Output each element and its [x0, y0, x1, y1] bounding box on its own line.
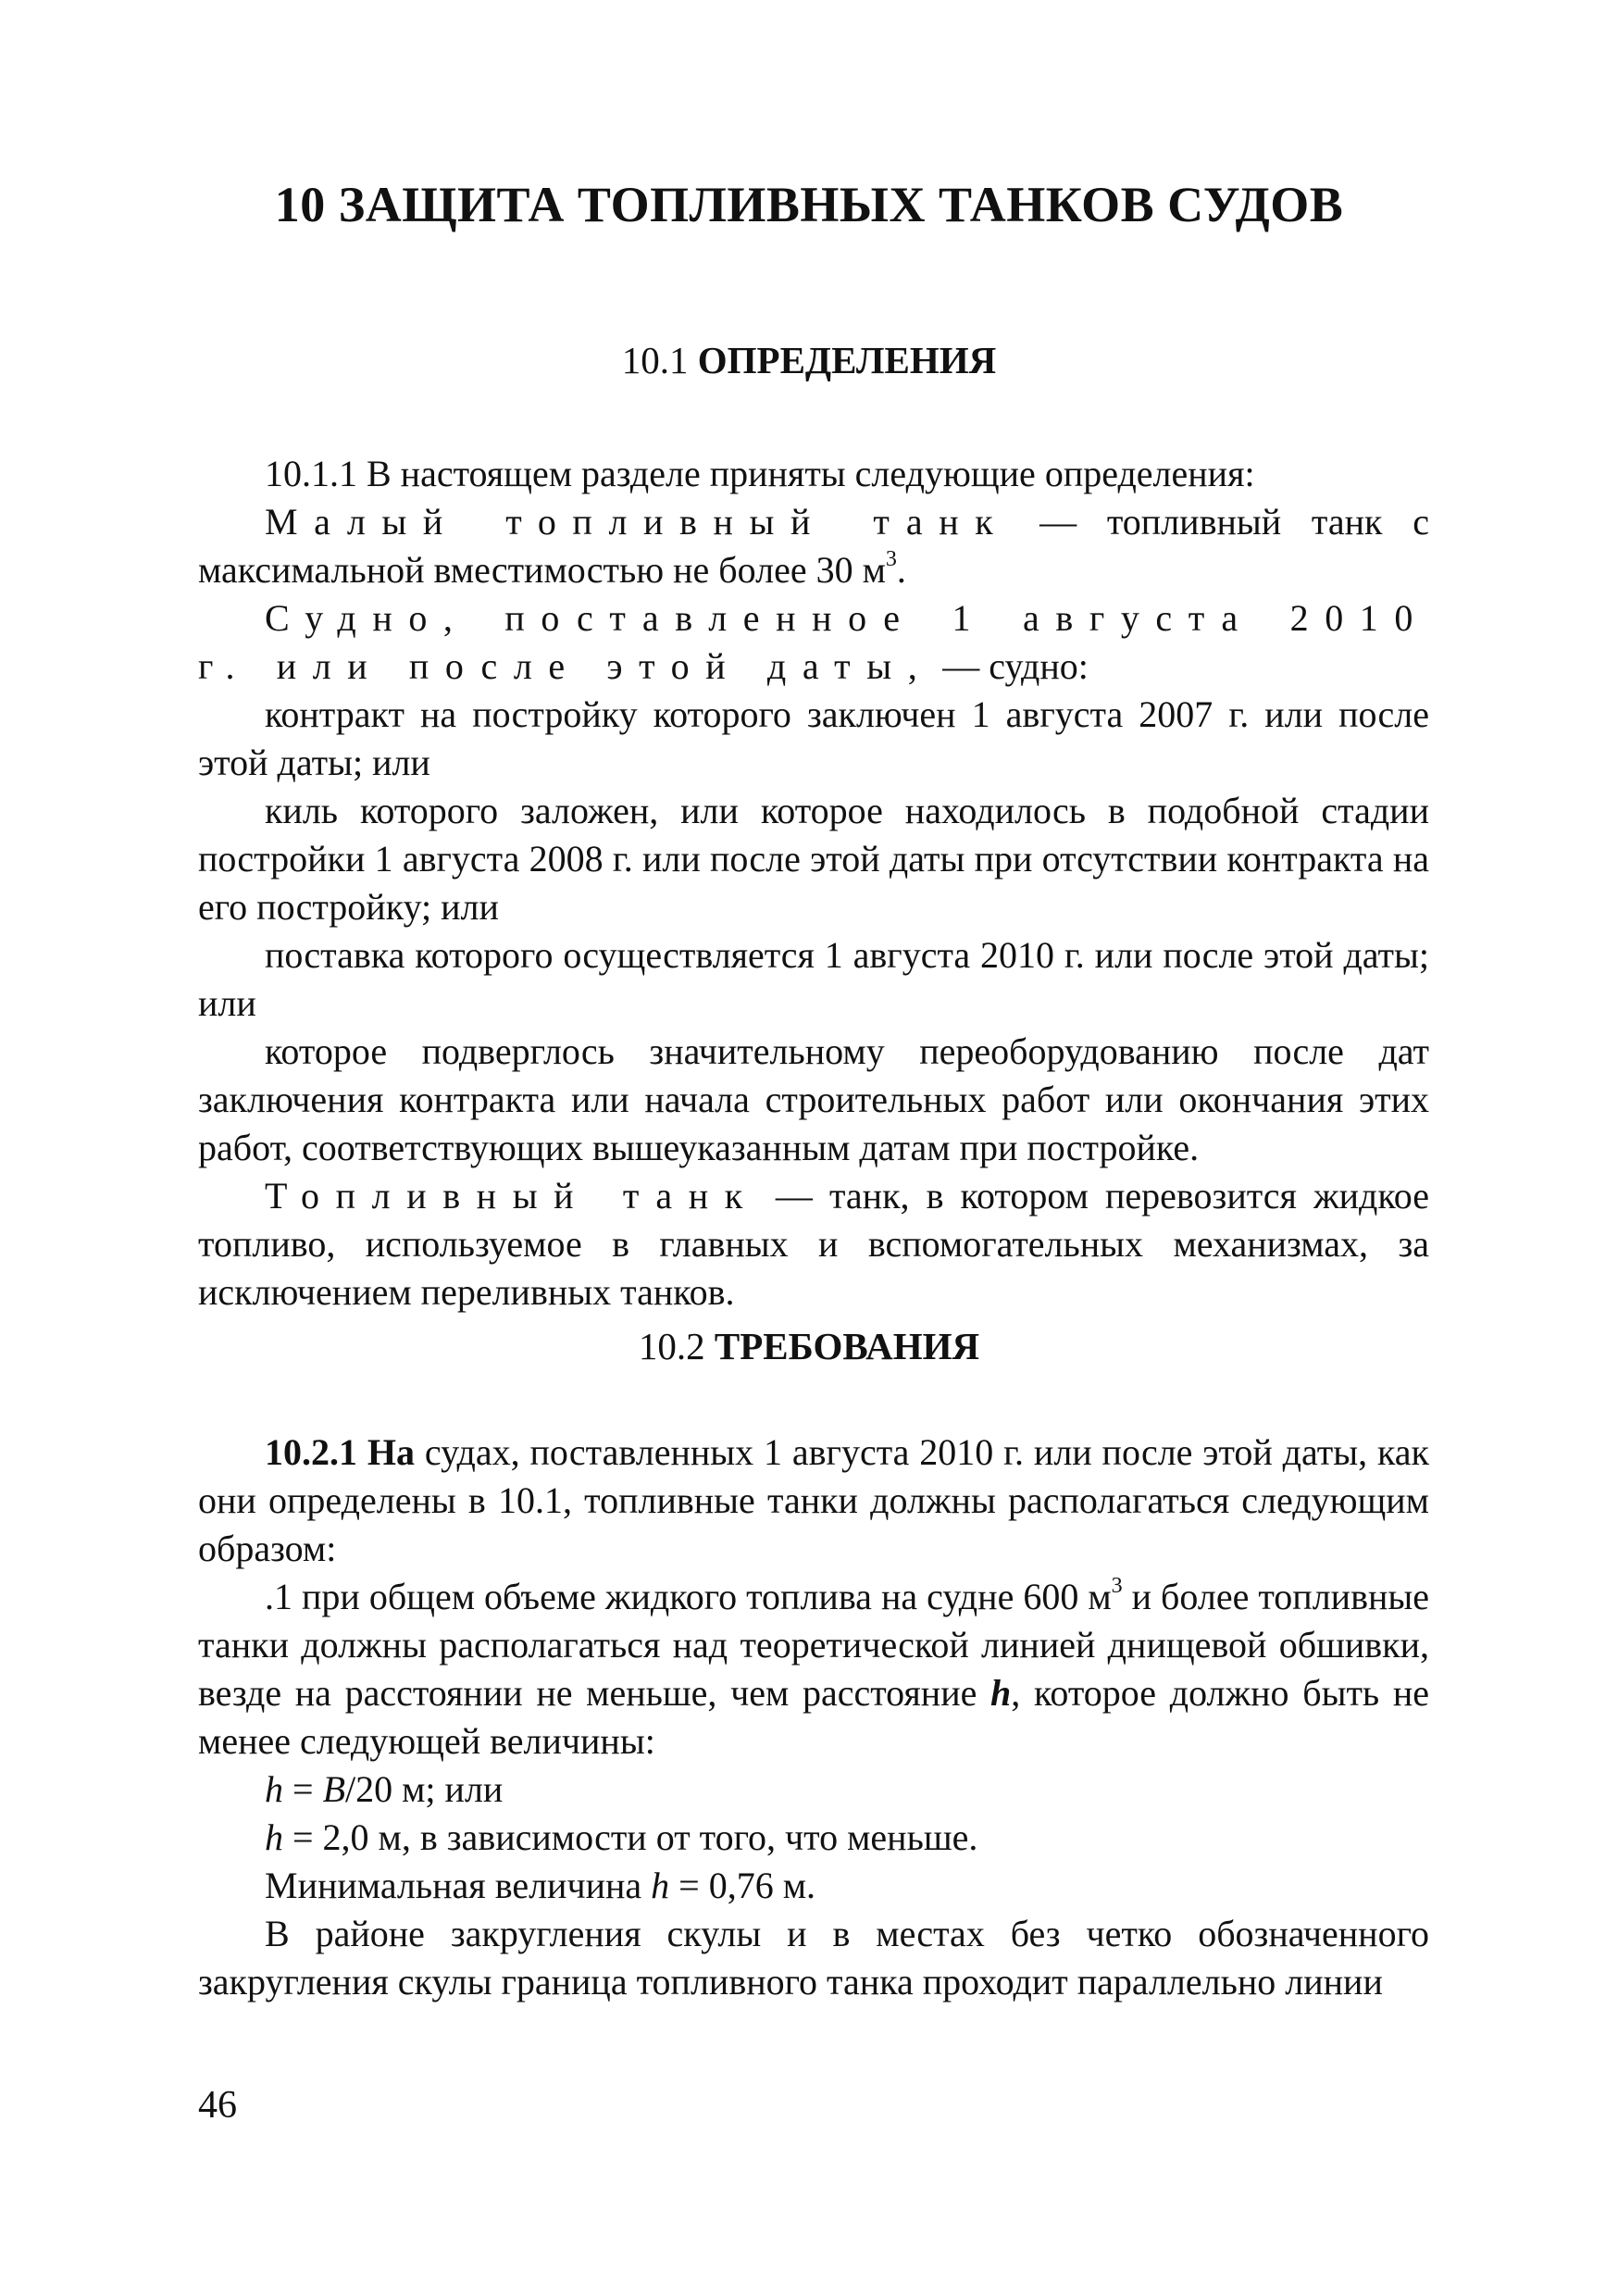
- formula-prefix: Минимальная величина: [265, 1865, 652, 1906]
- page-number: 46: [198, 2084, 237, 2127]
- variable-h: h: [265, 1816, 283, 1858]
- variable-h: h: [990, 1672, 1012, 1714]
- formula-tail: /20 м; или: [345, 1768, 504, 1810]
- item-text-2: и более топливные танки должны располагаться над теоретической линией днищевой обшивки, везде на расстоянии не меньше, чем расстояние: [198, 1576, 1429, 1714]
- section-title: ОПРЕДЕЛЕНИЯ: [697, 339, 997, 381]
- defined-term: Малый топливный танк: [265, 501, 1010, 543]
- chapter-title: 10 ЗАЩИТА ТОПЛИВНЫХ ТАНКОВ СУДОВ: [274, 177, 1344, 232]
- defined-term: Топливный танк: [265, 1175, 759, 1217]
- requirement-item-1: [198, 1573, 1429, 1766]
- definition-ship-delivered: [198, 594, 1429, 691]
- list-item-delivery: поставка которого осуществляется 1 августа 2010 г. или после этой даты; или: [198, 934, 1429, 1024]
- requirements-body: [198, 1429, 1429, 2006]
- variable-b: B: [322, 1768, 345, 1810]
- defined-term: Судно, поставленное 1 августа 2010 г. или после этой даты,: [198, 597, 1429, 687]
- formula-line-1: [198, 1766, 1429, 1814]
- definition-fuel-tank: [198, 1172, 1429, 1316]
- paragraph-text: судах, поставленных 1 августа 2010 г. или после этой даты, как они определены в 10.1, топливные танки должны располагаться следующим образом:: [198, 1431, 1429, 1569]
- definition-text: — судно:: [933, 645, 1089, 687]
- equals-sign: =: [283, 1768, 323, 1810]
- item-tail: , которое должно быть не менее следующей величины:: [198, 1672, 1429, 1762]
- formula-tail: = 0,76 м.: [669, 1865, 816, 1906]
- superscript: 3: [885, 546, 897, 571]
- formula-line-3: [198, 1862, 1429, 1910]
- formula-tail: = 2,0 м, в зависимости от того, что меньше.: [283, 1816, 978, 1858]
- paragraph-bilge: В районе закругления скулы и в местах без четко обозначенного закругления скулы граница топливного танка проходит параллельно линии: [198, 1913, 1429, 2003]
- list-item-contract: контракт на постройку которого заключен 1 августа 2007 г. или после этой даты; или: [198, 693, 1429, 783]
- definitions-body: [198, 450, 1429, 1316]
- section-heading-definitions: [0, 338, 1618, 382]
- definition-text: — топливный танк с максимальной вместимостью не более 30 м: [198, 501, 1429, 591]
- paragraph-lead: 10.2.1 На: [265, 1431, 415, 1473]
- list-item-keel: киль которого заложен, или которое находилось в подобной стадии постройки 1 августа 2008 г. или после этой даты при отсутствии контракта на его постройку; или: [198, 790, 1429, 928]
- section-number: 10.1: [621, 339, 689, 381]
- formula-line-2: [198, 1814, 1429, 1862]
- variable-h: h: [265, 1768, 283, 1810]
- paragraph-10-2-1: [198, 1429, 1429, 1573]
- section-title: ТРЕБОВАНИЯ: [714, 1325, 980, 1367]
- definition-text: — танк, в котором перевозится жидкое топливо, используемое в главных и вспомогательных механизмах, за исключением переливных танков.: [198, 1175, 1429, 1313]
- variable-h: h: [651, 1865, 670, 1906]
- section-number: 10.2: [638, 1325, 705, 1367]
- list-item-conversion: которое подверглось значительному переоборудованию после дат заключения контракта или начала строительных работ или окончания этих работ, соответствующих вышеуказанным датам при постройке.: [198, 1030, 1429, 1168]
- item-text: .1 при общем объеме жидкого топлива на судне 600 м: [265, 1576, 1112, 1617]
- paragraph-10-1-1: 10.1.1 В настоящем разделе приняты следующие определения:: [265, 453, 1255, 494]
- superscript: 3: [1111, 1573, 1123, 1598]
- definition-tail: .: [896, 549, 906, 591]
- section-heading-requirements: [0, 1324, 1618, 1368]
- definition-small-fuel-tank: [198, 498, 1429, 594]
